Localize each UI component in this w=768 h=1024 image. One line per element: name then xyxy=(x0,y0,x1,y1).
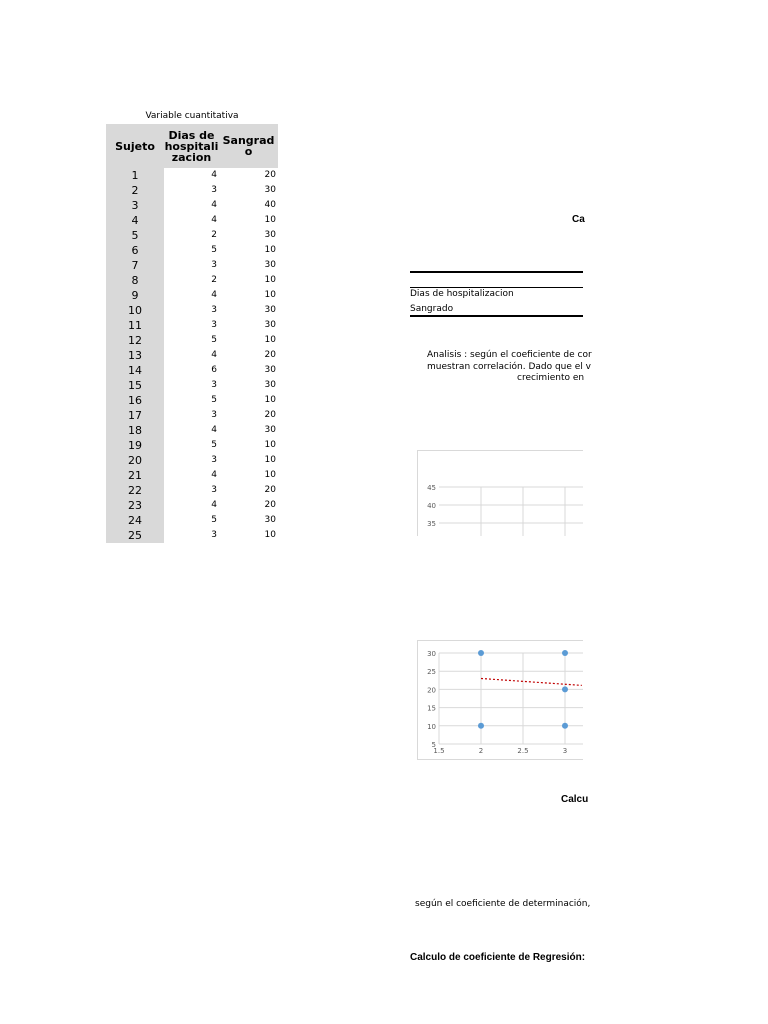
table-row xyxy=(106,258,278,273)
cell-sujeto: 17 xyxy=(106,408,164,423)
cell-sujeto: 11 xyxy=(106,318,164,333)
cell-dias: 4 xyxy=(211,290,217,300)
cell-sangrado: 20 xyxy=(264,170,276,180)
table-row xyxy=(106,498,278,513)
cell-sujeto: 10 xyxy=(106,303,164,318)
chart-2-xtick: 3 xyxy=(562,747,568,755)
chart-2-point xyxy=(562,723,568,729)
cell-dias: 5 xyxy=(211,440,217,450)
cell-dias: 4 xyxy=(211,500,217,510)
cell-dias: 3 xyxy=(211,320,217,330)
table-header-rule xyxy=(410,287,583,288)
cell-dias: 3 xyxy=(211,380,217,390)
cell-sangrado: 30 xyxy=(264,260,276,270)
header-sangrado: Sangrad o xyxy=(219,124,278,168)
cell-sangrado: 10 xyxy=(264,530,276,540)
analysis-line-2: muestran correlación. Dado que el v xyxy=(427,362,592,372)
cell-dias: 3 xyxy=(211,410,217,420)
analysis-line-1: Analisis : según el coeficiente de cor xyxy=(427,350,592,360)
cell-sangrado: 30 xyxy=(264,365,276,375)
chart-2-point xyxy=(478,723,484,729)
cell-sangrado: 30 xyxy=(264,185,276,195)
chart-2-ytick: 25 xyxy=(427,668,436,677)
cell-sangrado: 40 xyxy=(264,200,276,210)
chart-2-point xyxy=(562,686,568,692)
corr-row-dias: Dias de hospitalizacion xyxy=(410,289,514,299)
chart-1-ytick: 40 xyxy=(427,502,436,510)
cell-sujeto: 5 xyxy=(106,228,164,243)
chart-2-point xyxy=(478,650,484,656)
table-row xyxy=(106,483,278,498)
header-dias-hospitalizacion: Dias de hospitali zacion xyxy=(164,124,219,168)
table-body xyxy=(106,168,278,543)
cell-sangrado: 30 xyxy=(264,230,276,240)
cell-dias: 6 xyxy=(211,365,217,375)
cell-dias: 5 xyxy=(211,245,217,255)
chart-2-ytick: 5 xyxy=(431,741,436,749)
chart-2-container xyxy=(417,640,583,760)
cell-sujeto: 9 xyxy=(106,288,164,303)
table-row xyxy=(106,348,278,363)
cell-dias: 5 xyxy=(211,515,217,525)
table-row xyxy=(106,168,278,183)
table-row xyxy=(106,183,278,198)
cell-dias: 4 xyxy=(211,215,217,225)
section-heading-2-cut: Calcu xyxy=(561,794,589,805)
cell-sujeto: 20 xyxy=(106,453,164,468)
chart-1-ytick: 35 xyxy=(427,520,436,528)
cell-sujeto: 14 xyxy=(106,363,164,378)
cell-sangrado: 10 xyxy=(264,440,276,450)
chart-2-ytick: 15 xyxy=(427,704,436,713)
cell-sujeto: 22 xyxy=(106,483,164,498)
table-row xyxy=(106,513,278,528)
cell-dias: 3 xyxy=(211,530,217,540)
section-heading-cut: Ca xyxy=(572,214,585,225)
chart-2-xtick: 2.5 xyxy=(517,747,529,755)
cell-sujeto: 12 xyxy=(106,333,164,348)
table-row xyxy=(106,453,278,468)
cell-dias: 4 xyxy=(211,350,217,360)
cell-sangrado: 20 xyxy=(264,410,276,420)
cell-dias: 4 xyxy=(211,470,217,480)
table-row xyxy=(106,288,278,303)
cell-dias: 3 xyxy=(211,260,217,270)
cell-sangrado: 30 xyxy=(264,515,276,525)
table-header-row xyxy=(106,124,278,168)
chart-2-xtick: 2 xyxy=(478,747,484,755)
table-row xyxy=(106,468,278,483)
cell-sujeto: 1 xyxy=(106,168,164,183)
table-bottom-rule xyxy=(410,315,583,317)
table-row xyxy=(106,228,278,243)
chart-2-ytick: 30 xyxy=(427,650,436,658)
table-row xyxy=(106,213,278,228)
table-row xyxy=(106,438,278,453)
table-row xyxy=(106,303,278,318)
cell-sujeto: 2 xyxy=(106,183,164,198)
cell-sujeto: 25 xyxy=(106,528,164,543)
cell-sujeto: 23 xyxy=(106,498,164,513)
cell-sangrado: 10 xyxy=(264,275,276,285)
cell-sangrado: 10 xyxy=(264,455,276,465)
chart-1-container xyxy=(417,450,583,536)
table-row xyxy=(106,198,278,213)
determination-text: según el coeficiente de determinación, xyxy=(415,899,591,909)
corr-row-sangrado: Sangrado xyxy=(410,304,454,314)
cell-sangrado: 10 xyxy=(264,470,276,480)
chart-1-ytick: 45 xyxy=(427,484,436,492)
table-row xyxy=(106,528,278,543)
cell-sangrado: 10 xyxy=(264,290,276,300)
table-row xyxy=(106,393,278,408)
chart-2-ytick: 20 xyxy=(427,686,436,695)
cell-sujeto: 8 xyxy=(106,273,164,288)
chart-2-ytick: 10 xyxy=(427,722,436,731)
table-row xyxy=(106,423,278,438)
regression-title: Calculo de coeficiente de Regresión: xyxy=(410,952,586,963)
chart-2-point xyxy=(562,650,568,656)
cell-sujeto: 4 xyxy=(106,213,164,228)
cell-sujeto: 16 xyxy=(106,393,164,408)
cell-sujeto: 18 xyxy=(106,423,164,438)
cell-sujeto: 7 xyxy=(106,258,164,273)
table-row xyxy=(106,243,278,258)
table-row xyxy=(106,378,278,393)
cell-sangrado: 10 xyxy=(264,395,276,405)
cell-sujeto: 13 xyxy=(106,348,164,363)
chart-2-frame xyxy=(418,641,584,760)
chart-2-xtick: 1.5 xyxy=(433,747,445,755)
cell-sangrado: 10 xyxy=(264,245,276,255)
cell-dias: 3 xyxy=(211,455,217,465)
table-row xyxy=(106,363,278,378)
table-row xyxy=(106,273,278,288)
table-row xyxy=(106,333,278,348)
chart-2 xyxy=(417,640,583,760)
cell-sujeto: 6 xyxy=(106,243,164,258)
cell-dias: 3 xyxy=(211,185,217,195)
cell-sangrado: 10 xyxy=(264,335,276,345)
cell-sangrado: 30 xyxy=(264,425,276,435)
cell-sujeto: 21 xyxy=(106,468,164,483)
table-caption: Variable cuantitativa xyxy=(145,111,239,121)
cell-dias: 3 xyxy=(211,305,217,315)
cell-dias: 2 xyxy=(211,230,217,240)
cell-dias: 5 xyxy=(211,335,217,345)
cell-dias: 3 xyxy=(211,485,217,495)
cell-dias: 4 xyxy=(211,425,217,435)
table-row xyxy=(106,318,278,333)
cell-sujeto: 3 xyxy=(106,198,164,213)
cell-dias: 4 xyxy=(211,200,217,210)
header-sujeto: Sujeto xyxy=(106,124,164,168)
chart-1 xyxy=(417,450,583,536)
cell-sangrado: 20 xyxy=(264,350,276,360)
cell-dias: 5 xyxy=(211,395,217,405)
cell-dias: 2 xyxy=(211,275,217,285)
cell-sujeto: 19 xyxy=(106,438,164,453)
cell-sangrado: 10 xyxy=(264,215,276,225)
cell-sujeto: 15 xyxy=(106,378,164,393)
table-top-rule xyxy=(410,271,583,273)
cell-dias: 4 xyxy=(211,170,217,180)
table-row xyxy=(106,408,278,423)
cell-sangrado: 20 xyxy=(264,485,276,495)
cell-sangrado: 30 xyxy=(264,320,276,330)
cell-sangrado: 30 xyxy=(264,305,276,315)
analysis-line-3: crecimiento en xyxy=(517,373,585,383)
cell-sujeto: 24 xyxy=(106,513,164,528)
cell-sangrado: 20 xyxy=(264,500,276,510)
cell-sangrado: 30 xyxy=(264,380,276,390)
data-table xyxy=(106,124,278,543)
